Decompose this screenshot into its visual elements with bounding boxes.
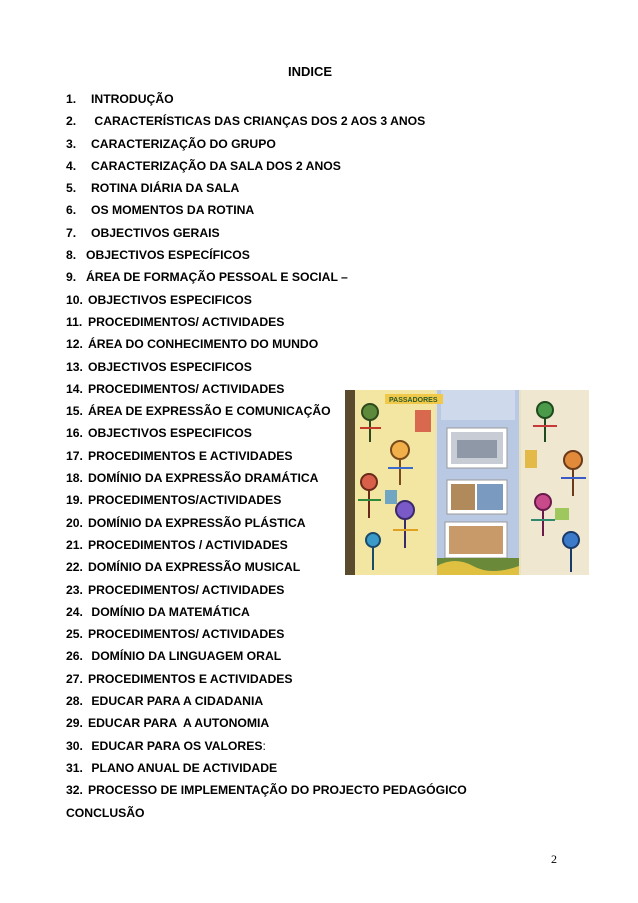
toc-item — [66, 601, 467, 623]
toc-item — [66, 579, 467, 601]
toc-item-number: 27. — [66, 671, 83, 686]
toc-item-number: 9. — [66, 270, 77, 285]
toc-item-number: 21. — [66, 537, 83, 552]
toc-item-number: 26. — [66, 649, 83, 664]
toc-item — [66, 623, 467, 645]
toc-item — [66, 244, 467, 266]
toc-item-number: 5. — [66, 181, 77, 196]
toc-item-label: ROTINA DIÁRIA DA SALA — [91, 181, 240, 196]
toc-item-number: 12. — [66, 337, 83, 352]
classroom-photo-illustration — [345, 390, 589, 575]
toc-item-label: CARACTERÍSTICAS DAS CRIANÇAS DOS 2 AOS 3 ANOS — [91, 114, 426, 129]
toc-item-label: EDUCAR PARA A CIDADANIA — [88, 694, 264, 709]
toc-item-label: OBJECTIVOS ESPECÍFICOS — [86, 248, 250, 263]
toc-item-label: ÁREA DE FORMAÇÃO PESSOAL E SOCIAL – — [86, 270, 348, 285]
toc-item-label: ÁREA DE EXPRESSÃO E COMUNICAÇÃO — [88, 404, 331, 419]
toc-item — [66, 356, 467, 378]
toc-item-number: 7. — [66, 225, 77, 240]
toc-item-label: PROCEDIMENTOS/ ACTIVIDADES — [88, 627, 285, 642]
toc-item-label: DOMÍNIO DA MATEMÁTICA — [88, 604, 250, 619]
toc-item-number: 23. — [66, 582, 83, 597]
toc-item-label: DOMÍNIO DA EXPRESSÃO DRAMÁTICA — [88, 471, 319, 486]
toc-item — [66, 645, 467, 667]
toc-item — [66, 757, 467, 779]
toc-item-label: PROCESSO DE IMPLEMENTAÇÃO DO PROJECTO PEDAGÓGICO — [88, 783, 467, 798]
toc-item-number: 6. — [66, 203, 77, 218]
toc-item — [66, 289, 467, 311]
toc-item-number: 28. — [66, 694, 83, 709]
page-title: INDICE — [287, 64, 333, 79]
toc-item-label: ÁREA DO CONHECIMENTO DO MUNDO — [88, 337, 319, 352]
page-number: 2 — [551, 852, 557, 866]
toc-item — [66, 735, 467, 757]
toc-item — [66, 199, 467, 221]
toc-item-number: 18. — [66, 471, 83, 486]
toc-item-label: EDUCAR PARA A AUTONOMIA — [88, 716, 270, 731]
toc-item-label: OS MOMENTOS DA ROTINA — [91, 203, 255, 218]
toc-item-number: 32. — [66, 783, 83, 798]
toc-item — [66, 266, 467, 288]
toc-conclusion — [66, 802, 467, 824]
toc-item-number: 13. — [66, 359, 83, 374]
photo-banner-text: PASSADORES — [389, 397, 438, 404]
toc-item-number: 11. — [66, 314, 83, 329]
toc-item-number: 30. — [66, 738, 83, 753]
toc-item-label: PROCEDIMENTOS / ACTIVIDADES — [88, 537, 288, 552]
toc-item-label: CARACTERIZAÇÃO DA SALA DOS 2 ANOS — [91, 158, 341, 173]
toc-item — [66, 779, 467, 801]
toc-item-label: CARACTERIZAÇÃO DO GRUPO — [91, 136, 276, 151]
toc-item-number: 15. — [66, 404, 83, 419]
toc-item-label: PROCEDIMENTOS/ACTIVIDADES — [88, 493, 282, 508]
toc-item-label: OBJECTIVOS GERAIS — [91, 225, 220, 240]
toc-item — [66, 133, 467, 155]
toc-item-label: EDUCAR PARA OS VALORES — [88, 738, 263, 753]
toc-item-number: 10. — [66, 292, 83, 307]
toc-item-number: 24. — [66, 604, 83, 619]
toc-item — [66, 311, 467, 333]
toc-item — [66, 177, 467, 199]
toc-item-label: PROCEDIMENTOS E ACTIVIDADES — [88, 671, 293, 686]
toc-item-number: 3. — [66, 136, 77, 151]
toc-item — [66, 110, 467, 132]
toc-item-number: 14. — [66, 381, 83, 396]
toc-item-number: 31. — [66, 760, 83, 775]
toc-item-number: 25. — [66, 627, 83, 642]
toc-item — [66, 155, 467, 177]
toc-item-label: DOMÍNIO DA EXPRESSÃO PLÁSTICA — [88, 515, 306, 530]
toc-item — [66, 333, 467, 355]
toc-item-label: OBJECTIVOS ESPECIFICOS — [88, 292, 252, 307]
classroom-photo — [345, 390, 589, 575]
toc-item — [66, 668, 467, 690]
toc-item-number: 22. — [66, 560, 83, 575]
toc-item — [66, 712, 467, 734]
toc-item — [66, 222, 467, 244]
toc-item-label: DOMÍNIO DA LINGUAGEM ORAL — [88, 649, 282, 664]
toc-item — [66, 690, 467, 712]
toc-item-number: 1. — [66, 92, 77, 106]
toc-item-suffix: : — [262, 738, 266, 753]
toc-item-number: 19. — [66, 493, 83, 508]
toc-item-number: 20. — [66, 515, 83, 530]
toc-item-label: PROCEDIMENTOS/ ACTIVIDADES — [88, 314, 285, 329]
toc-item-label: DOMÍNIO DA EXPRESSÃO MUSICAL — [88, 560, 301, 575]
toc-item-number: 29. — [66, 716, 83, 731]
toc-item-number: 4. — [66, 158, 77, 173]
toc-item-number: 17. — [66, 448, 83, 463]
toc-item-label: PROCEDIMENTOS/ ACTIVIDADES — [88, 582, 285, 597]
toc-item-number: 2. — [66, 114, 77, 129]
toc-item-number: 8. — [66, 248, 77, 263]
toc-item — [66, 88, 467, 110]
toc-item-label: PROCEDIMENTOS/ ACTIVIDADES — [88, 381, 285, 396]
toc-item-label: OBJECTIVOS ESPECIFICOS — [88, 426, 252, 441]
toc-item-label: OBJECTIVOS ESPECIFICOS — [88, 359, 252, 374]
toc-item-label: INTRODUÇÃO — [91, 92, 174, 106]
toc-item-label: PROCEDIMENTOS E ACTIVIDADES — [88, 448, 293, 463]
toc-item-number: 16. — [66, 426, 83, 441]
toc-conclusion-label: CONCLUSÃO — [66, 805, 145, 820]
toc-item-label: PLANO ANUAL DE ACTIVIDADE — [88, 760, 278, 775]
